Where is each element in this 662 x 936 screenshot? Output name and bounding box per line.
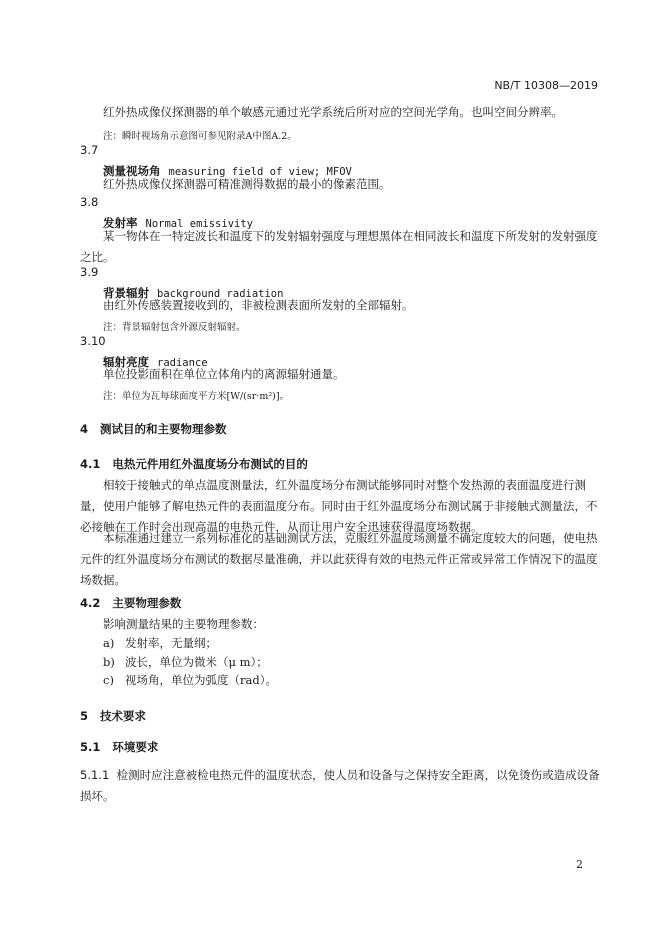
definition-text: 红外热成像仪探测器的单个敏感元通过光学系统后所对应的空间光学角。也叫空间分辨率。 (103, 105, 563, 119)
list-item: c) 视场角，单位为弧度（rad）。 (103, 673, 277, 687)
term-zh: 测量视场角 (103, 164, 161, 178)
paragraph: 本标准通过建立一系列标准化的基础测试方法，克服红外温度场测量不确定度较大的问题，使电热元件的红外温度场分布测试的数据尽量准确，并以此获得有效的电热元件正常或异常工作情况下的温度场数据。 (80, 531, 598, 587)
list-item: b) 波长，单位为微米（μ m）； (103, 655, 268, 669)
paragraph: 相较于接触式的单点温度测量法，红外温度场分布测试能够同时对整个发热源的表面温度进行测量，使用户能够了解电热元件的表面温度分布。同时由于红外温度场分布测试属于非接触式测量法，不必接触在工作时会出现高温的电热元件，从而让用户安全迅速获得温度场数据。 (80, 478, 598, 534)
section-heading: 5 技术要求 (80, 709, 147, 723)
term-en: Normal emissivity (145, 218, 253, 230)
term-en: background radiation (157, 288, 284, 300)
note-text: 注：背景辐射包含外源反射辐射。 (103, 322, 246, 333)
section-heading: 4 测试目的和主要物理参数 (80, 422, 227, 436)
definition-text: 由红外传感装置接收到的，非被检测表面所发射的全部辐射。 (103, 298, 414, 312)
note-text: 注：瞬时视场角示意图可参见附录A中图A.2。 (103, 131, 297, 142)
definition-text: 红外热成像仪探测器可精准测得数据的最小的像素范围。 (103, 177, 391, 191)
subsection-heading: 4.2 主要物理参数 (80, 596, 182, 610)
term-number: 3.8 (80, 195, 99, 209)
subsection-heading: 5.1 环境要求 (80, 740, 159, 754)
list-item: a) 发射率，无量纲； (103, 636, 217, 650)
term-number: 3.7 (80, 143, 99, 157)
page-number: 2 (576, 858, 583, 871)
term-number: 3.9 (80, 265, 99, 279)
standard-number: NB/T 10308—2019 (494, 79, 598, 92)
term-en: measuring field of view; MFOV (168, 166, 352, 178)
term-number: 3.10 (80, 334, 106, 348)
note-text: 注：单位为瓦每球面度平方米[W/(sr·m²)]。 (103, 391, 290, 402)
clause-text: 5.1.1 检测时应注意被检电热元件的温度状态，使人员和设备与之保持安全距离，以免烫伤或造成设备损坏。 (80, 768, 600, 803)
list-intro: 影响测量结果的主要物理参数： (103, 617, 264, 631)
term-zh: 辐射亮度 (103, 355, 149, 369)
term-zh: 背景辐射 (103, 286, 149, 300)
term-en: radiance (157, 357, 208, 369)
subsection-heading: 4.1 电热元件用红外温度场分布测试的目的 (80, 457, 308, 471)
definition-text: 单位投影面积在单位立体角内的离源辐射通量。 (103, 367, 345, 381)
term-zh: 发射率 (103, 216, 138, 230)
definition-text: 某一物体在一特定波长和温度下的发射辐射强度与理想黑体在相同波长和温度下所发射的发射强度之比。 (80, 229, 598, 264)
